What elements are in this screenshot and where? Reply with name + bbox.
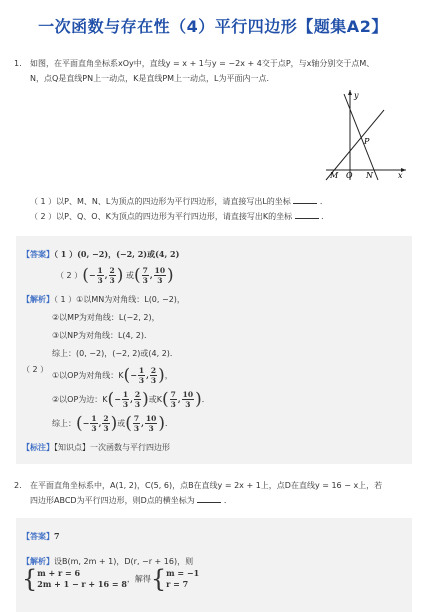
answer-part-1: （ 1 ）(0, −2)，(−2, 2)或(4, 2) <box>54 249 180 259</box>
analysis-line: 综上：(0, −2)，(−2, 2)或(4, 2)． <box>52 349 178 358</box>
subquestion-1: （ 1 ）以P、M、N、L为顶点的四边形为平行四边形，请直接写出L的坐标 <box>30 197 291 206</box>
solution-box-1: 【答案】（ 1 ）(0, −2)，(−2, 2)或(4, 2) （ 2 ）(− $\frac{1}{3}$ , $\frac{2}{3}$ ) 或( $\frac{7}{3}$ , $\frac{10}{3}$ ) 【解析】（ 1 ）①以MN为对角线：L(0, −2)， ②以MP为对角线：L(−2, 2)， ③以NP为对角线：L(4, 2)． 综上：(0, −2)，(−2, 2)或(4, 2)． （ 2 ） ①以OP为对角线：K(− $\frac{1}{3}$ , $\frac{2}{3}$ )， ②以OP为边：K(− $\frac{1}{3}$ , $\frac{2}{3}$ )或K( $\frac{7}{3}$ , $\frac{10}{3}$ )． 综上：(− $\frac{1}{3}$ , $\frac{2}{3}$ )或( $\frac{7}{3}$ , $\frac{10}{3}$ )． 【标注】【知识点】一次函数与平行四边形 <box>16 236 412 464</box>
analysis-tag: 【解析】 <box>22 295 54 304</box>
answer-tag: 【答案】 <box>22 532 54 541</box>
answer-blank[interactable] <box>197 493 221 503</box>
answer-blank[interactable] <box>293 194 317 204</box>
analysis-line: ①以OP为对角线：K <box>52 371 124 380</box>
equation-1: m + r = 6 <box>37 568 81 578</box>
fraction: $\frac{2}{3}$ <box>134 390 141 409</box>
subquestion-2: （ 2 ）以P、Q、O、K为顶点的四边形为平行四边形，请直接写出K的坐标 <box>30 212 293 221</box>
coordinate-graph <box>318 86 410 182</box>
analysis-line: 设B(m, 2m + 1)，D(r, −r + 16)，则 <box>54 557 194 566</box>
fraction: $\frac{7}{3}$ <box>170 390 176 409</box>
note-tag: 【标注】 <box>22 443 54 452</box>
question-text-cont: N，点Q是直线PN上一动点，K是直线PM上一动点，L为平面内一点． <box>30 74 275 83</box>
analysis-part-2-label: （ 2 ） <box>22 365 49 374</box>
analysis-line: ②以OP为边：K <box>52 395 108 404</box>
question-text: 如图，在平面直角坐标系xOy中，直线y = x + 1与y = −2x + 4交于点P，与x轴分别交于点M、 <box>30 59 375 68</box>
fraction: $\frac{7}{3}$ <box>142 266 148 285</box>
knowledge-point: 【知识点】一次函数与平行四边形 <box>54 443 170 452</box>
solve-word: ，解得 <box>126 574 151 584</box>
answer-blank[interactable] <box>295 209 319 219</box>
or-word: 或 <box>117 419 126 428</box>
fraction: $\frac{1}{3}$ <box>97 266 103 285</box>
fraction: $\frac{1}{3}$ <box>122 390 129 409</box>
question-text: 在平面直角坐标系中，A(1, 2)，C(5, 6)，点B在直线y = 2x + 1上，点D在直线y = 16 − x上，若 <box>30 481 383 490</box>
analysis-line: 综上： <box>52 419 76 428</box>
fraction: $\frac{2}{3}$ <box>109 266 115 285</box>
point-label-p: P <box>364 137 370 146</box>
question-text-cont: 四边形ABCD为平行四边形，则D点的横坐标为 <box>30 496 195 505</box>
point-label-o: O <box>346 171 353 180</box>
fraction: $\frac{1}{3}$ <box>138 366 145 385</box>
or-word: 或K <box>148 395 163 404</box>
analysis-line: ②以MP为对角线：L(−2, 2)， <box>52 313 160 322</box>
question-number: 1. <box>14 59 22 68</box>
fraction: $\frac{2}{3}$ <box>103 414 109 433</box>
question-2: 2. 在平面直角坐标系中，A(1, 2)，C(5, 6)，点B在直线y = 2x + 1上，点D在直线y = 16 − x上，若 四边形ABCD为平行四边形，则D点的横坐标为 ． <box>14 478 414 508</box>
fraction: $\frac{10}{3}$ <box>145 414 157 433</box>
question-1 <box>14 56 414 86</box>
or-word: 或 <box>125 271 134 280</box>
analysis-line: ③以NP为对角线：L(4, 2)． <box>52 331 152 340</box>
fraction: $\frac{2}{3}$ <box>150 366 157 385</box>
answer-tag: 【答案】 <box>22 250 54 259</box>
axis-label-x: x <box>398 171 403 180</box>
point-label-m: M <box>330 171 339 180</box>
answer-value: 7 <box>54 531 60 541</box>
question-number: 2. <box>14 481 22 490</box>
solution-1: m = −1 <box>166 568 200 578</box>
point-label-n: N <box>366 171 373 180</box>
axis-label-y: y <box>354 91 359 100</box>
fraction: $\frac{10}{3}$ <box>154 266 166 285</box>
analysis-tag: 【解析】 <box>22 557 54 566</box>
question-1-subparts: （ 1 ）以P、M、N、L为顶点的四边形为平行四边形，请直接写出L的坐标 ． （ 2 ）以P、Q、O、K为顶点的四边形为平行四边形，请直接写出K的坐标 ． <box>14 194 414 224</box>
solution-2: r = 7 <box>166 579 189 589</box>
fraction: $\frac{7}{3}$ <box>133 414 140 433</box>
equation-2: 2m + 1 − r + 16 = 8 <box>37 579 127 589</box>
fraction: $\frac{1}{3}$ <box>91 414 97 433</box>
fraction: $\frac{10}{3}$ <box>182 390 194 409</box>
solution-box-2: 【答案】7 【解析】设B(m, 2m + 1)，D(r, −r + 16)，则 { m + r = 6 2m + 1 − r + 16 = 8 ，解得{ m = −1 r = 7 <box>16 518 412 612</box>
analysis-line: （ 1 ）①以MN为对角线：L(0, −2)， <box>54 295 185 304</box>
answer-part-2-label: （ 2 ） <box>56 271 83 280</box>
page-title: 一次函数与存在性（4）平行四边形【题集A2】 <box>38 17 388 36</box>
